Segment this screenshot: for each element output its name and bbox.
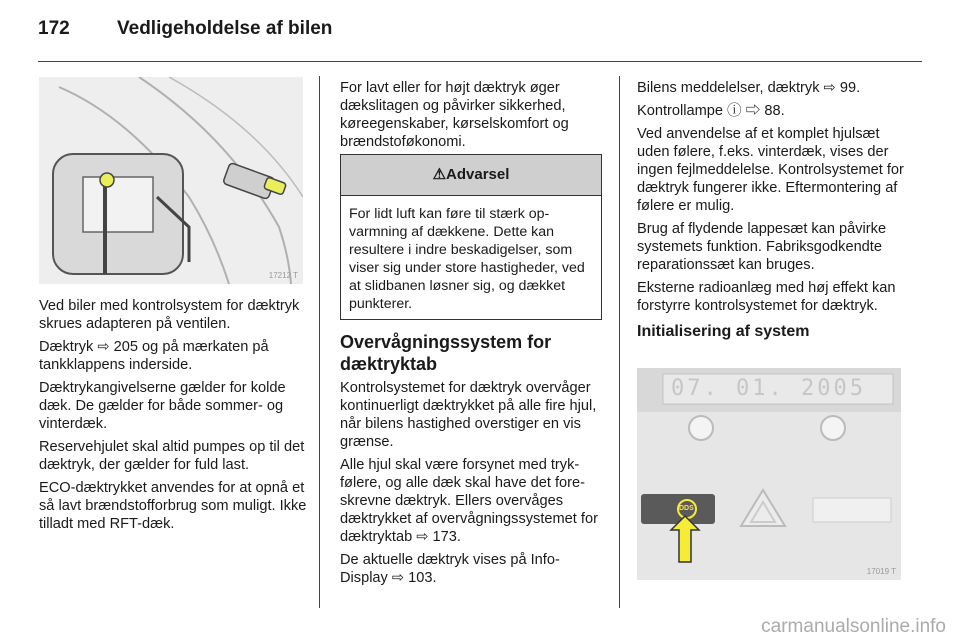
header-rule <box>38 61 922 62</box>
section-heading: Initialisering af system <box>637 323 810 340</box>
warning-triangle-icon: ⚠ <box>432 166 447 183</box>
dds-button-label: DDS <box>679 505 694 512</box>
column-divider-1 <box>319 76 320 608</box>
paragraph: Bilens meddelelser, dæktryk ⇨ 99. <box>637 80 861 96</box>
paragraph: Brug af flydende lappesæt kan påvirke systemets funktion. Fabriksgodkendte reparationssæt kan bruges. <box>637 221 887 273</box>
paragraph: Ved biler med kontrolsystem for dæktryk skrues adapteren på ventilen. <box>39 298 300 332</box>
tire-valve-figure <box>39 77 303 284</box>
tire-valve-illustration <box>39 77 303 284</box>
column-divider-2 <box>619 76 620 608</box>
middle-column-text <box>340 329 604 592</box>
watermark: carmanualsonline.info <box>761 616 946 637</box>
paragraph: For lavt eller for højt dæktryk øger dækslitagen og påvirker sikkerhed, køreegenskaber, kørselskomfort og brændstoføkonomi. <box>340 80 569 150</box>
paragraph: Dæktrykangivelserne gælder for kolde dæk. De gælder for både sommer- og vinterdæk. <box>39 380 286 432</box>
paragraph: ECO-dæktrykket anvendes for at opnå et så lavt brændstofforbrug som muligt. Ikke tilladt med RFT-dæk. <box>39 480 307 532</box>
date-display: 07. 01. 2005 <box>671 376 866 401</box>
warning-title: Advarsel <box>446 166 510 183</box>
middle-intro <box>340 79 602 156</box>
paragraph: Alle hjul skal være forsynet med trykfølere, og alle dæk skal have det foreskrevne dæktryk. Ellers overvåges dæktrykket af overvågningssystemet for dæktryktab ⇨ 173. <box>340 457 598 545</box>
page-title: Vedligeholdelse af bilen <box>117 18 333 39</box>
paragraph: Reservehjulet skal altid pumpes op til det dæktryk, der gælder for fuld last. <box>39 439 305 473</box>
paragraph: Eksterne radioanlæg med høj effekt kan forstyrre kontrolsystemet for dæktryk. <box>637 280 896 314</box>
paragraph: Dæktryk ⇨ 205 og på mærkaten på tankklappens inderside. <box>39 339 269 373</box>
paragraph: Kontrollampe ⓘ ⇨ 88. <box>637 103 785 119</box>
right-column-text <box>637 79 905 341</box>
paragraph: De aktuelle dæktryk vises på Info-Display ⇨ 103. <box>340 552 560 586</box>
left-column-text <box>39 297 309 538</box>
warning-body: For lidt luft kan føre til stærk opvarmning af dækkene. Dette kan resultere i indre beskadigelser, som viser sig under store hastigheder, ved at slidbanen løsner sig, og dækket punkterer. <box>349 206 585 312</box>
warning-header <box>341 155 601 196</box>
page-header <box>38 14 922 50</box>
figure-number: 17212 T <box>268 271 298 280</box>
page-number: 172 <box>38 18 70 39</box>
section-heading: Overvågningssystem for dæktryktab <box>340 332 552 374</box>
warning-box <box>340 154 602 320</box>
paragraph: Kontrolsystemet for dæktryk overvåger kontinuerligt dæktrykket på alle fire hjul, når bilens hastighed overstiger en vis grænse. <box>340 380 597 450</box>
figure-number: 17019 T <box>866 567 896 576</box>
dashboard-figure <box>637 368 901 580</box>
paragraph: Ved anvendelse af et komplet hjulsæt uden følere, f.eks. vinterdæk, vises der ingen fejlmeddelelse. Kontrolsystemet for dæktryk fungerer ikke. Eftermontering af følere er mulig. <box>637 126 904 214</box>
